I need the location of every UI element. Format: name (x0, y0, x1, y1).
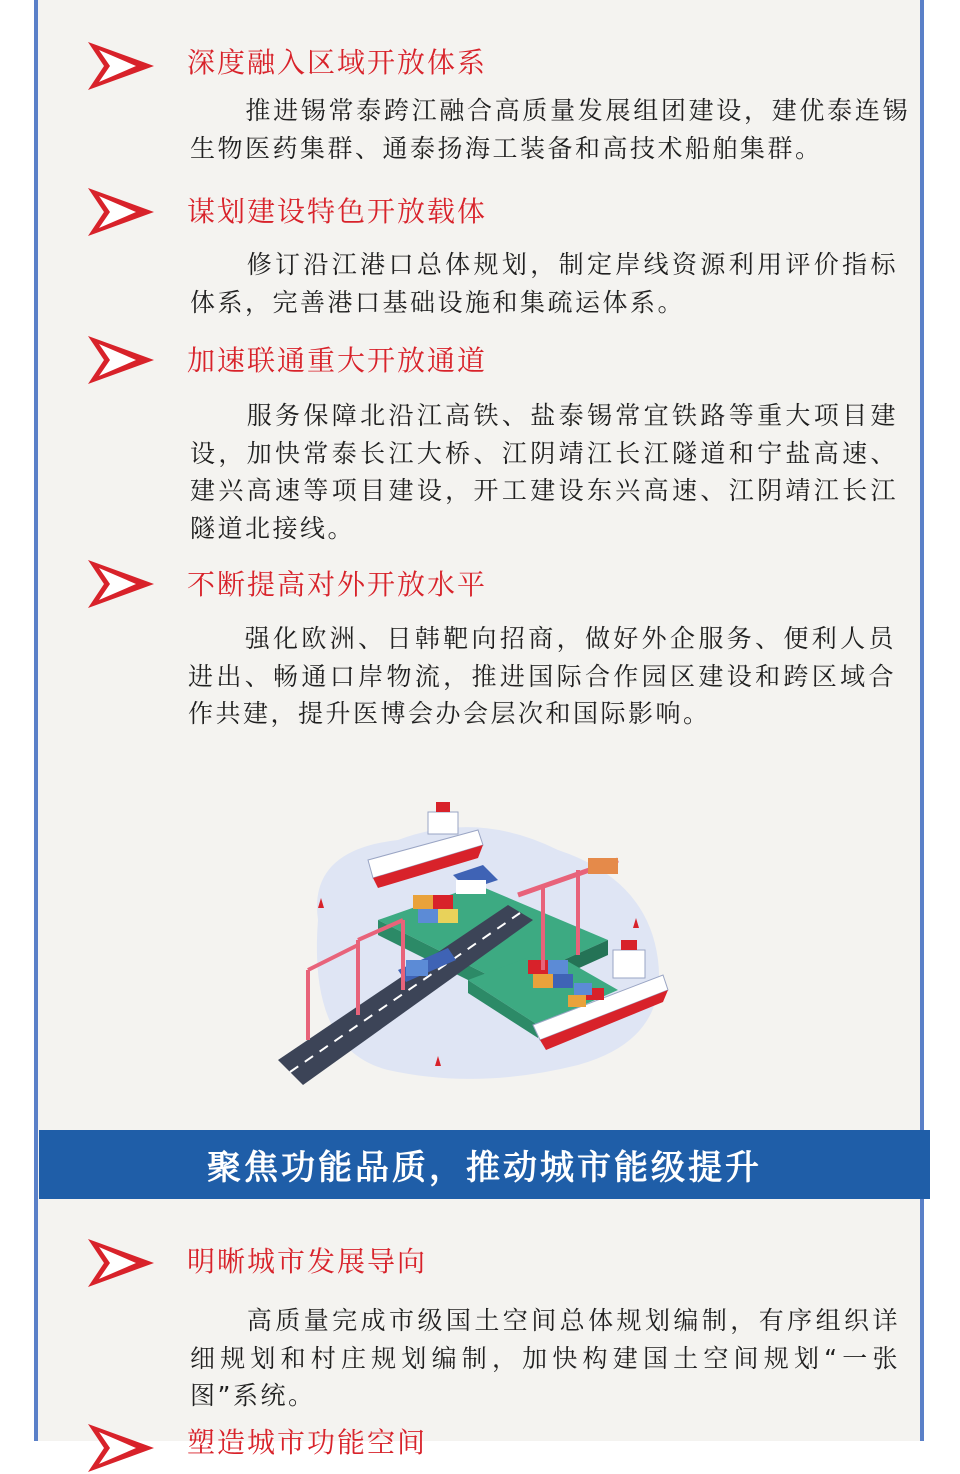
red-arrow-icon (86, 1237, 156, 1289)
section-heading: 加速联通重大开放通道 (187, 344, 488, 377)
section-heading: 谋划建设特色开放载体 (187, 195, 488, 228)
section-body: 推进锡常泰跨江融合高质量发展组团建设，建优泰连锡生物医药集群、通泰扬海工装备和高技术船舶集群。 (190, 96, 910, 163)
red-arrow-icon (86, 40, 156, 92)
section-heading: 塑造城市功能空间 (187, 1426, 428, 1459)
section-body: 修订沿江港口总体规划，制定岸线资源利用评价指标体系，完善港口基础设施和集疏运体系。 (190, 250, 898, 317)
section-body: 服务保障北沿江高铁、盐泰锡常宜铁路等重大项目建设，加快常泰长江大桥、江阴靖江长江隧道和宁盐高速、建兴高速等项目建设，开工建设东兴高速、江阴靖江长江隧道北接线。 (190, 401, 898, 543)
red-arrow-icon (86, 1422, 156, 1474)
section-heading: 不断提高对外开放水平 (187, 568, 488, 601)
section-body: 高质量完成市级国土空间总体规划编制，有序组织详细规划和村庄规划编制，加快构建国土空间规划“一张图”系统。 (190, 1306, 900, 1410)
port-illustration (278, 790, 678, 1090)
section-banner: 聚焦功能品质，推动城市能级提升 (39, 1130, 930, 1199)
section-heading: 明晰城市发展导向 (187, 1245, 428, 1278)
red-arrow-icon (86, 186, 156, 238)
section-heading: 深度融入区域开放体系 (187, 46, 488, 79)
red-arrow-icon (86, 558, 156, 610)
section-body: 强化欧洲、日韩靶向招商，做好外企服务、便利人员进出、畅通口岸物流，推进国际合作园区建设和跨区域合作共建，提升医博会办会层次和国际影响。 (188, 624, 896, 728)
red-arrow-icon (86, 334, 156, 386)
